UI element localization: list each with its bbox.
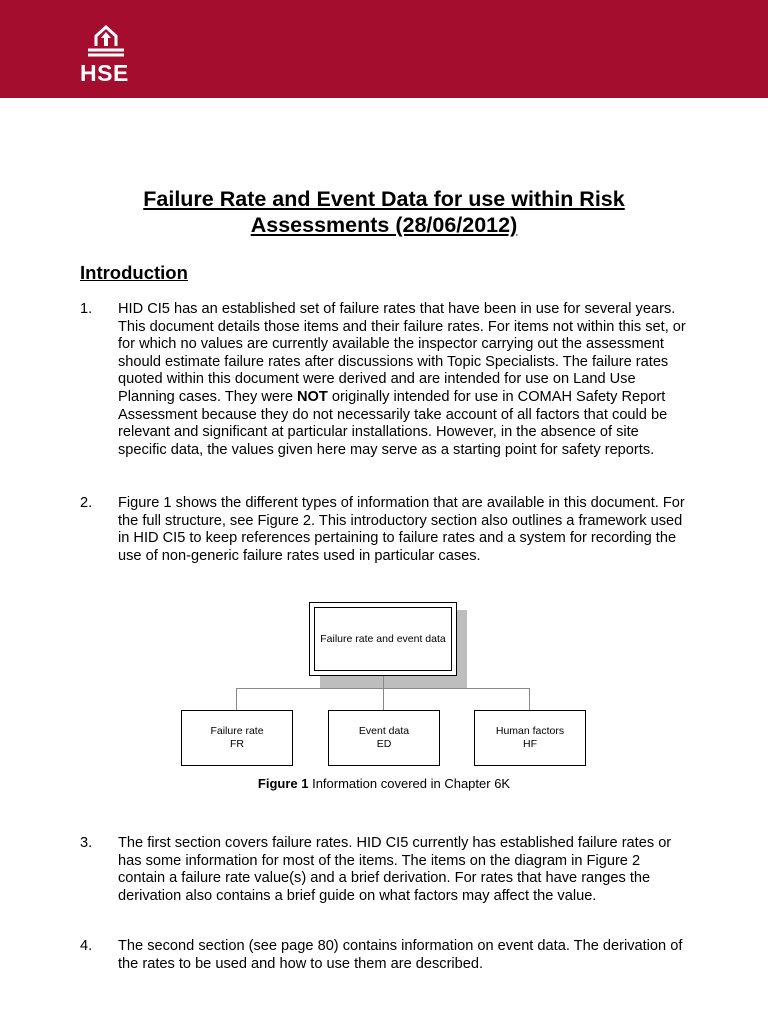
child-box-label: Human factors xyxy=(495,725,565,737)
header-banner xyxy=(0,0,768,98)
child-box-code: FR xyxy=(230,738,244,750)
child-box-code: ED xyxy=(376,738,392,750)
document-title: Failure Rate and Event Data for use within Risk Assessments (28/06/2012) xyxy=(143,187,625,237)
paragraph-text: The first section covers failure rates. HID CI5 currently has established failure rates or has some information for most of the items. The items on the diagram in Figure 2 contain a failure rate value(s) and a brief derivation. For rates that have ranges the derivation also contains a brief guide on what factors may affect the value. xyxy=(118,835,672,904)
root-box xyxy=(309,602,457,676)
logo-text: HSE xyxy=(80,60,129,86)
child-box-failure-rate xyxy=(181,710,293,766)
root-box-label: Failure rate and event data xyxy=(320,632,446,645)
paragraph-number: 1. xyxy=(80,301,93,317)
hse-emblem-icon xyxy=(86,24,126,58)
caption-text: Information covered in Chapter 6K xyxy=(312,776,511,791)
child-box-human-factors xyxy=(474,710,586,766)
hse-logo[interactable] xyxy=(78,24,134,86)
paragraph-text: HID CI5 has an established set of failure rates that have been in use for several years. This document details those items and their failure rates. For items not within this set, or for which no values are currently available the inspector carrying out the assessment should estimate failure rates after discussions with Topic Specialists. The failure rates quoted within this document were derived and are intended for use on Land Use Planning cases. They were NOT originally intended for use in COMAH Safety Report Assessment because they do not necessarily take account of all factors that could be relevant and significant at particular installations. However, in the absence of site specific data, the values given here may serve as a starting point for safety reports. xyxy=(118,301,686,458)
connector-line xyxy=(383,676,384,688)
paragraph-number: 4. xyxy=(80,938,93,954)
child-box-label: Failure rate xyxy=(210,725,264,737)
figure-caption xyxy=(0,776,768,791)
root-box-inner-border xyxy=(314,607,452,671)
connector-line xyxy=(383,688,384,710)
caption-label: Figure 1 xyxy=(257,776,309,791)
child-box-label: Event data xyxy=(358,725,410,737)
child-box-event-data xyxy=(328,710,440,766)
paragraph-number: 3. xyxy=(80,835,93,851)
section-heading: Introduction xyxy=(80,262,188,283)
child-box-code: HF xyxy=(523,738,537,750)
connector-line xyxy=(236,688,237,710)
paragraph-text: The second section (see page 80) contains information on event data. The derivation of the rates to be used and how to use them are described. xyxy=(118,938,683,972)
paragraph-text: Figure 1 shows the different types of information that are available in this document. For the full structure, see Figure 2. This introductory section also outlines a framework used in HID CI5 to keep references pertaining to failure rates and a system for recording the use of non-generic failure rates used in particular cases. xyxy=(118,495,685,564)
connector-line xyxy=(529,688,530,710)
emphasis-not: NOT xyxy=(297,388,328,405)
paragraph-number: 2. xyxy=(80,495,93,511)
